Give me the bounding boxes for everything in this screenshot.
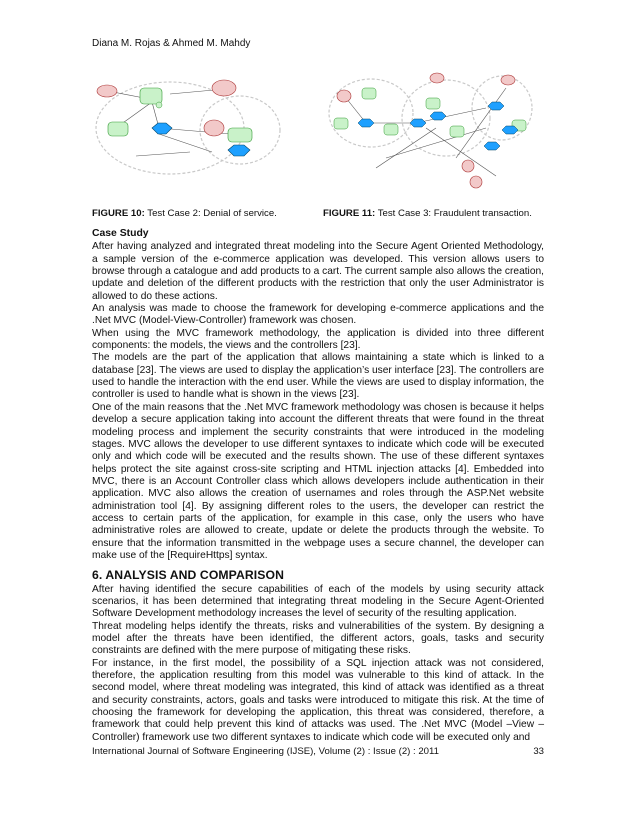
paragraph: For instance, in the first model, the possibility of a SQL injection attack was not considered, therefore, the application resulting from this model was vulnerable to this kind of attack. In the second model, where threat modeling was integrated, this kind of attack was identified as a threat and security constraints, actors, goals and tasks were introduced to mitigate this risk. At the time of choosing the framework for developing the application, this threat was considered, therefore, a framework that could help prevent this kind of attacks was used. The .Net MVC (Model –View – Controller) framework use two different syntaxes to indicate which code will be executed only and	[92, 657, 544, 743]
figure-10-caption-text: Test Case 2: Denial of service.	[147, 208, 277, 219]
figure-11-caption-text: Test Case 3: Fraudulent transaction.	[377, 208, 532, 219]
figure-10-label: FIGURE 10:	[92, 208, 145, 219]
paragraph: When using the MVC framework methodology, the application is divided into three different components: the models, the views and the controllers [23].	[92, 327, 544, 352]
running-header: Diana M. Rojas & Ahmed M. Mahdy	[92, 38, 251, 49]
figure-10-diagram	[90, 68, 290, 198]
paragraph: After having analyzed and integrated threat modeling into the Secure Agent Oriented Methodology, a sample version of the e-commerce application was developed. This version allows users to browse through a catalogue and add products to a cart. The current sample also allows the creation, update and deletion of the different products with the restriction that only the user Administrator is allowed to do these actions.	[92, 241, 544, 302]
paragraph: Threat modeling helps identify the threats, risks and vulnerabilities of the system. By designing a model after the threats have been identified, the different actors, goals, tasks and security constraints are defined with the mere purpose of mitigating these risks.	[92, 620, 544, 657]
case-study-heading: Case Study	[92, 228, 149, 239]
paragraph: The models are the part of the application that allows maintaining a state which is linked to a database [23]. The views are used to display the application’s user interface [23]. The controllers are used to handle the interaction with the end user. While the views are used to display information, the controller is used to handle what is shown in the views [23].	[92, 352, 544, 401]
analysis-heading: 6. ANALYSIS AND COMPARISON	[92, 568, 284, 583]
body-text	[92, 224, 544, 744]
figures-area	[90, 68, 550, 198]
paragraph: After having identified the secure capabilities of each of the models by using security attack scenarios, it has been determined that integrating threat modeling in the Secure Agent-Oriented Software Development methodology increases the level of security of the resulting application.	[92, 583, 544, 620]
page-number: 33	[533, 746, 544, 757]
figure-11-label: FIGURE 11:	[323, 208, 376, 219]
figure-11-caption	[323, 208, 532, 219]
paragraph: An analysis was made to choose the framework for developing e-commerce applications and the .Net MVC (Model-View-Controller) framework was chosen.	[92, 303, 544, 327]
figure-10-caption	[92, 208, 277, 219]
figure-11-diagram	[326, 68, 536, 198]
journal-citation: International Journal of Software Engineering (IJSE), Volume (2) : Issue (2) : 2011	[92, 746, 439, 757]
page-footer	[92, 746, 544, 757]
paragraph: One of the main reasons that the .Net MVC framework methodology was chosen is because it helps develop a secure application taking into account the different threats that were found in the threat modeling process and implement the security constraints that were introduced in the modeling stages. MVC allows the developer to use different syntaxes to indicate which code will be executed only and which code will be executed and the results shown. The use of these different syntaxes helps protect the site against cross-site scripting and HTML injection attacks [4]. Embedded into MVC, there is an Account Controller class which allows developers include authentication in their application. MVC also allows the creation of usernames and roles through the ASP.Net website administration tool [4]. By assigning different roles to the users, the developer can restrict the access to certain parts of the application, for example in this case, only the users who have administrative roles are allowed to create, update or delete the products through the website. To ensure that the information transmitted in the webpage uses a secure channel, the developer can make use of the [RequireHttps] syntax.	[92, 401, 544, 561]
